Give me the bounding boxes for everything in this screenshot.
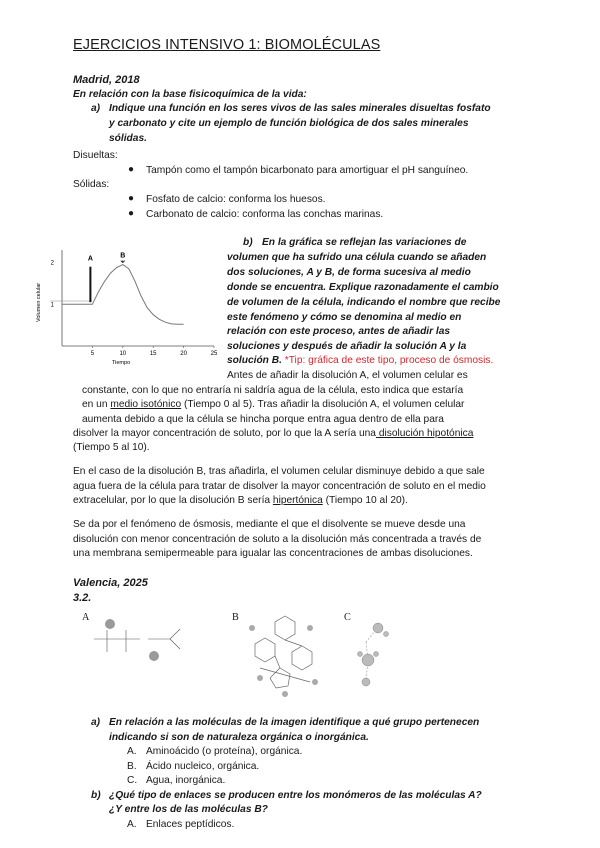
answer-item: Aminoácido (o proteína), orgánica. [146, 746, 303, 757]
x-tick-label: 10 [119, 351, 127, 357]
figure-label-b: B [232, 612, 239, 623]
bullet-icon: ● [128, 208, 135, 219]
answer-line: disolver la mayor concentración de soluto, por lo que la A sería una disolución hipotónica [73, 428, 474, 439]
question-a-line: sólidas. [109, 133, 147, 144]
water-molecules-structure [346, 612, 406, 692]
valencia-heading: Valencia, 2025 [73, 577, 148, 589]
bullet-icon: ● [128, 193, 135, 204]
question-b-line: volumen que ha sufrido una célula cuando se añaden [227, 252, 487, 263]
cell-volume-chart [32, 240, 222, 375]
answer-item: Enlaces peptídicos. [146, 819, 235, 830]
answer-mark: C. [127, 775, 138, 786]
madrid-intro: En relación con la base fisicoquímica de la vida: [73, 89, 307, 100]
question-a-line: En relación a las moléculas de la imagen identifique a qué grupo pertenecen [109, 717, 480, 728]
question-b-line: de volumen de la célula, indicando el nombre que recibe [227, 297, 501, 308]
answer-mark: A. [127, 746, 137, 757]
answer-line: Antes de añadir la disolución A, el volumen celular es [227, 370, 468, 381]
figure-label-c: C [344, 612, 351, 623]
answer-line: constante, con lo que no entraría ni saldría agua de la célula, esto indica que estaría [82, 385, 464, 396]
list-item: Carbonato de calcio: conforma las conchas marinas. [146, 209, 384, 220]
bullet-icon: ● [128, 164, 135, 175]
answer-line: Se da por el fenómeno de ósmosis, mediante el que el disolvente se mueve desde una [73, 519, 466, 530]
x-tick-label: 20 [180, 351, 187, 357]
answer-line: aumenta debido a que la célula se hincha porque entra agua dentro de ella para [82, 414, 444, 425]
question-a-line: Indique una función en los seres vivos de las sales minerales disueltas fosfato [109, 103, 491, 114]
x-axis-title: Tiempo [112, 360, 131, 366]
answer-line: disolución con menor concentración de soluto a la disolución más concentrada a través de [73, 534, 482, 545]
answer-line: En el caso de la disolución B, tras añadirla, el volumen celular disminuye debido a que sale [73, 466, 485, 477]
answer-line: extracelular, por lo que la disolución B sería hipertónica (Tiempo 10 al 20). [73, 495, 408, 506]
question-a-line: y carbonato y cite un ejemplo de función biológica de dos sales minerales [109, 118, 469, 129]
answer-mark: A. [127, 819, 137, 830]
question-a-label: a) [91, 717, 101, 728]
disueltas-label: Disueltas: [73, 150, 118, 161]
y-axis-title: Volumen celular [36, 282, 42, 322]
x-tick-label: 25 [210, 351, 218, 357]
question-b-label: b) [91, 790, 101, 801]
madrid-heading: Madrid, 2018 [73, 74, 140, 86]
solution-b-arrow [121, 260, 125, 262]
answer-item: Ácido nucleico, orgánica. [146, 761, 260, 772]
question-b-line: ¿Y entre los de las moléculas B? [109, 804, 268, 815]
y-tick-label: 2 [50, 260, 54, 267]
question-b-line: este fenómeno y cómo se denomina al medio en [227, 312, 462, 323]
question-b-line: soluciones y después de añadir la solución A y la [227, 341, 467, 352]
question-b-label: b) [243, 237, 253, 248]
term-hypotonic: disolución hipotónica [375, 428, 474, 439]
answer-item: Agua, inorgánica. [146, 775, 226, 786]
question-number: 3.2. [73, 592, 92, 604]
answer-line: (Tiempo 5 al 10). [73, 442, 150, 453]
page-title: EJERCICIOS INTENSIVO 1: BIOMOLÉCULAS [73, 37, 381, 53]
question-b-line: donde se encuentra. Explique razonadamente el cambio [227, 282, 499, 293]
question-b-line: ¿Qué tipo de enlaces se producen entre los monómeros de las moléculas A? [109, 790, 482, 801]
question-b-end: solución B. [227, 355, 282, 366]
answer-mark: B. [127, 761, 137, 772]
question-a-label: a) [91, 103, 101, 114]
solution-a-label: A [87, 255, 93, 263]
term-hypertonic: hipertónica [272, 495, 323, 506]
question-b-line: dos soluciones, A y B, de forma sucesiva al medio [227, 267, 471, 278]
answer-line: agua fuera de la célula para tratar de disolver la mayor concentración de soluto en el medio [73, 481, 486, 492]
amino-acid-structure [82, 612, 202, 672]
answer-line: una membrana semipermeable para igualar las concentraciones de ambas disoluciones. [73, 548, 473, 559]
volume-series-line [62, 265, 184, 325]
solution-b-label: B [120, 252, 126, 260]
nucleic-acid-structure [240, 608, 330, 698]
answer-line: en un medio isotónico (Tiempo 0 al 5). Tras añadir la disolución A, el volumen celular [82, 399, 465, 410]
solidas-label: Sólidas: [73, 179, 110, 190]
question-b-line: En la gráfica se reflejan las variaciones de [262, 237, 467, 248]
y-tick-label: 1 [50, 302, 54, 309]
x-tick-label: 15 [149, 351, 157, 357]
tip-note: *Tip: gráfica de este tipo, proceso de ósmosis. [284, 355, 494, 366]
list-item: Tampón como el tampón bicarbonato para amortiguar el pH sanguíneo. [146, 165, 469, 176]
question-b-last-line [227, 354, 493, 369]
question-b-line: relación con este proceso, antes de añadir las [227, 326, 451, 337]
x-tick-label: 5 [90, 351, 95, 357]
term-isotonic: medio isotónico [110, 399, 182, 410]
list-item: Fosfato de calcio: conforma los huesos. [146, 194, 326, 205]
question-a-line: indicando si son de naturaleza orgánica o inorgánica. [109, 732, 369, 743]
figure-label-a: A [82, 612, 90, 623]
